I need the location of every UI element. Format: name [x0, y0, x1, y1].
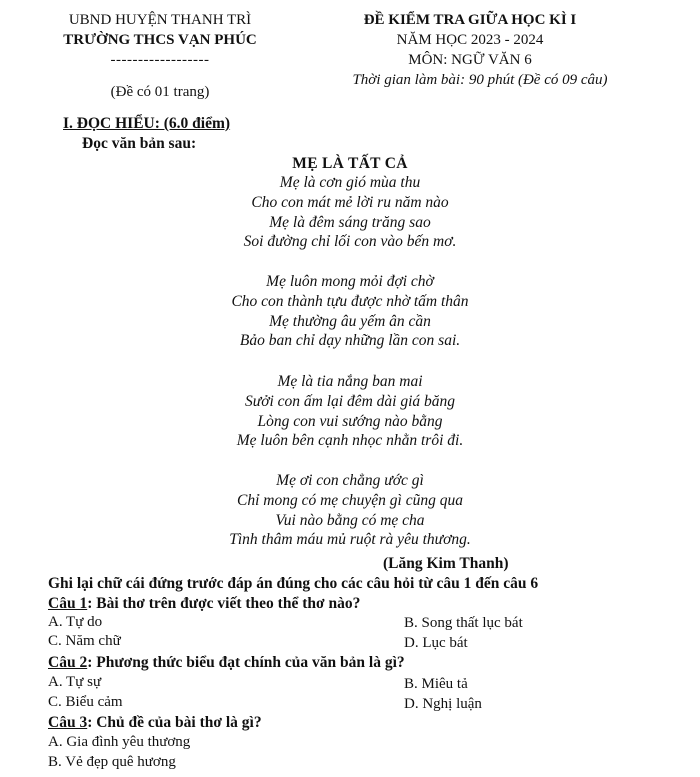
multiple-choice-prompt: Ghi lại chữ cái đứng trước đáp án đúng cho các câu hỏi từ câu 1 đến câu 6	[48, 575, 539, 592]
section-title: I. ĐỌC HIỂU: (6.0 điểm)	[63, 115, 231, 132]
poem-author: (Lăng Kim Thanh)	[383, 555, 509, 572]
question-2-option-d: D. Nghị luận	[404, 696, 482, 712]
poem-line: Soi đường chỉ lối con vào bến mơ.	[243, 233, 457, 251]
poem-line: Mẹ ơi con chẳng ước gì	[276, 472, 424, 489]
poem-line: Bảo ban chỉ dạy những lần con sai.	[239, 332, 461, 350]
question-2-option-c: C. Biểu cảm	[48, 694, 123, 710]
question-text: : Chủ đề của bài thơ là gì?	[87, 714, 262, 731]
poem-line: Mẹ là tia nắng ban mai	[277, 373, 423, 390]
question-1-option-d: D. Lục bát	[404, 635, 468, 651]
poem-line: Tình thâm máu mủ ruột rà yêu thương.	[229, 531, 471, 549]
question-label: Câu 3	[48, 714, 88, 731]
poem-line: Vui nào bằng có mẹ cha	[275, 511, 425, 529]
question-3-option-b: B. Vẻ đẹp quê hương	[48, 754, 176, 770]
reading-instruction: Đọc văn bản sau:	[82, 135, 197, 152]
question-1	[48, 595, 360, 613]
district-name: UBND HUYỆN THANH TRÌ	[68, 12, 252, 28]
exam-title: ĐỀ KIỂM TRA GIỮA HỌC KÌ I	[363, 12, 577, 28]
poem-line: Sưởi con ấm lại đêm dài giá băng	[244, 392, 456, 410]
question-2-option-a: A. Tự sự	[48, 674, 102, 690]
question-label: Câu 2	[48, 654, 88, 671]
poem-line: Mẹ là đêm sáng trăng sao	[269, 213, 431, 231]
subject: MÔN: NGỮ VĂN 6	[408, 52, 532, 68]
poem-title: MẸ LÀ TẤT CẢ	[292, 155, 408, 172]
question-label: Câu 1	[48, 595, 88, 612]
poem-stanza-4	[0, 471, 700, 550]
poem-stanza-2	[0, 272, 700, 351]
school-name: TRƯỜNG THCS VẠN PHÚC	[63, 32, 257, 48]
poem-stanza-3	[0, 372, 700, 451]
exam-duration: Thời gian làm bài: 90 phút (Đề có 09 câu)	[352, 72, 608, 88]
poem-line: Mẹ luôn bên cạnh nhọc nhằn trôi đi.	[236, 432, 464, 450]
page-count-note: (Đề có 01 trang)	[110, 84, 210, 100]
school-year: NĂM HỌC 2023 - 2024	[396, 32, 544, 48]
poem-line: Cho con mát mẻ lời ru năm nào	[251, 193, 449, 211]
question-3-option-a: A. Gia đình yêu thương	[48, 734, 191, 750]
question-2-option-b: B. Miêu tả	[404, 676, 468, 692]
poem-line: Lòng con vui sướng nào bằng	[257, 412, 443, 430]
poem-line: Mẹ thường âu yếm ân cần	[269, 312, 431, 330]
header-divider: ------------------	[110, 52, 210, 68]
question-text: : Bài thơ trên được viết theo thể thơ nào?	[87, 595, 361, 612]
poem-line: Cho con thành tựu được nhờ tấm thân	[231, 292, 469, 310]
question-2	[48, 654, 405, 672]
question-3	[48, 714, 262, 732]
question-1-option-a: A. Tự do	[48, 614, 103, 630]
poem-line: Mẹ luôn mong mỏi đợi chờ	[266, 273, 434, 290]
poem-line: Mẹ là cơn gió mùa thu	[279, 174, 421, 191]
question-text: : Phương thức biểu đạt chính của văn bản là gì?	[87, 654, 405, 671]
poem-line: Chỉ mong có mẹ chuyện gì cũng qua	[237, 491, 463, 509]
question-1-option-b: B. Song thất lục bát	[404, 615, 523, 631]
question-1-option-c: C. Năm chữ	[48, 633, 121, 649]
poem-stanza-1	[0, 173, 700, 252]
